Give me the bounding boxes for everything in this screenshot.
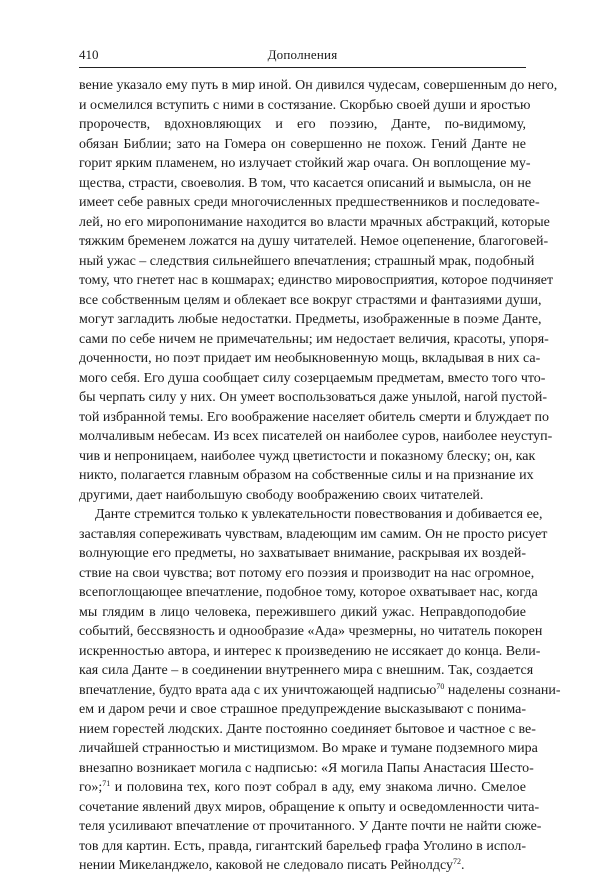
running-head: Дополнения — [267, 47, 338, 62]
text-line: могут загладить любые недостатки. Предметы, изображенные в поэме Данте, — [79, 312, 542, 327]
text-line: другими, дает наибольшую свободу воображению своих читателей. — [79, 487, 484, 503]
text-line: все собственным целям и облекает все вокруг страстями и фантазиями души, — [79, 292, 542, 308]
text-line: всепоглощающее впечатление, подобное тому, которое охватывает нас, когда — [79, 585, 538, 600]
text-line: ем и даром речи и свое страшное предупреждение высказывают с понима- — [79, 702, 526, 717]
text-line: внезапно возникает могила с надписью: «Я могила Папы Анастасия Шесто- — [79, 760, 534, 776]
text-line: пророчеств, вдохновляющих и его поэзию, Данте, по-видимому, — [79, 117, 526, 132]
text-line: лей, но его миропонимание находится во власти мрачных абстракций, которые — [79, 214, 550, 230]
text-line: событий, бессвязность и однообразие «Ада» чрезмерны, но читатель покорен — [79, 624, 543, 639]
paragraph-1 — [79, 76, 558, 505]
text-line: имеет себе равных среди многочисленных предшественников и последовате- — [79, 195, 540, 210]
text-line: доченности, но поэт придает им необыкновенную мощь, вкладывая в них са- — [79, 351, 541, 366]
text-fragment: наделены сознани- — [444, 682, 561, 698]
text-line-with-footnote — [79, 856, 526, 876]
text-line: сочетание явлений двух миров, обращение к опыту и осведомленности чита- — [79, 799, 540, 815]
text-fragment: впечатление, будто врата ада с их уничтожающей надписью — [79, 682, 437, 698]
text-line: кая сила Данте – в соединении внутреннего мира с внешним. Так, создается — [79, 663, 534, 678]
text-line: ный ужас – следствия сильнейшего впечатления; страшный мрак, подобный — [79, 253, 535, 269]
text-line: молчаливым небесам. Из всех писателей он наиболее суров, наиболее неуступ- — [79, 429, 553, 444]
text-fragment: и половина тех, кого поэт собрал в аду, ему знакома лично. Смелое — [110, 780, 526, 795]
body-text — [79, 76, 561, 876]
text-line: волнующие его предметы, но захватывает внимание, раскрывая их воздей- — [79, 546, 526, 561]
header-rule — [79, 67, 526, 68]
text-line: теля усиливают впечатление от прочитанного. У Данте почти не найти сюже- — [79, 819, 542, 834]
text-line: и осмелился вступить с ними в состязание. Скорбью своей души и яростью — [79, 97, 531, 113]
text-line: тяжким бременем ложатся на душу читателей. Немое оцепенение, благоговей- — [79, 234, 549, 249]
text-fragment: го»; — [79, 780, 103, 795]
text-line: искренностью автора, и интерес к произведению не иссякает до конца. Вели- — [79, 643, 541, 659]
text-line: ствие на свои чувства; вот потому его поэзия и производит на нас огромное, — [79, 565, 535, 581]
text-line: нием горестей людских. Данте постоянно соединяет бытовое и частное с ве- — [79, 721, 536, 737]
text-line: сами по себе ничем не примечательны; им недостает величия, красоты, упоря- — [79, 331, 549, 347]
footnote-ref-70[interactable]: 70 — [436, 681, 445, 691]
text-line: обязан Библии; зато на Гомера он совершенно не похож. Гений Данте не — [79, 136, 526, 152]
text-fragment: нении Микеланджело, каковой не следовало писать Рейнолдсу — [79, 858, 453, 873]
text-line: щества, страсти, своеволия. В том, что касается описаний и вымысла, он не — [79, 175, 532, 191]
footnote-ref-72[interactable]: 72 — [452, 857, 461, 866]
page-number: 410 — [79, 47, 99, 62]
text-line: личайшей странностью и мистицизмом. Во мраке и тумане подземного мира — [79, 741, 538, 756]
text-line-with-footnote — [79, 681, 561, 701]
text-line: никто, полагается главным образом на собственные силы и на признание их — [79, 468, 534, 483]
text-line: тов для картин. Есть, правда, гигантский барельеф графа Уголино в испол- — [79, 838, 526, 854]
text-line: Данте стремится только к увлекательности повествования и добивается ее, — [95, 507, 543, 522]
text-line: тому, что гнетет нас в кошмарах; единство мировосприятия, которое подчиняет — [79, 273, 554, 288]
text-line: бы черпать силу у них. Он умеет воспользоваться даже унылой, нагой пустой- — [79, 390, 548, 405]
text-line-with-footnote — [79, 778, 526, 798]
page-header — [79, 47, 526, 69]
paragraph-2 — [79, 505, 561, 876]
text-line: мого себя. Его душа сообщает силу созерцаемым предметам, вместо того что- — [79, 370, 546, 386]
text-line: вение указало ему путь в мир иной. Он дивился чудесам, совершенным до него, — [79, 78, 558, 93]
text-fragment: . — [460, 858, 465, 873]
text-line: заставляя сопереживать чувствам, владеющим им самим. Он не просто рисует — [79, 526, 548, 542]
text-line: той избранной темы. Его воображение населяет обитель смерти и блуждает по — [79, 409, 550, 425]
text-line: чив и непроницаем, наиболее чужд цветистости и показному блеску; он, как — [79, 448, 536, 464]
text-line: мы глядим в лицо человека, пережившего дикий ужас. Неправдоподобие — [79, 604, 526, 620]
text-line: горит ярким пламенем, но излучает стойкий жар очага. Он воплощение му- — [79, 156, 531, 171]
footnote-ref-71[interactable]: 71 — [102, 779, 111, 788]
